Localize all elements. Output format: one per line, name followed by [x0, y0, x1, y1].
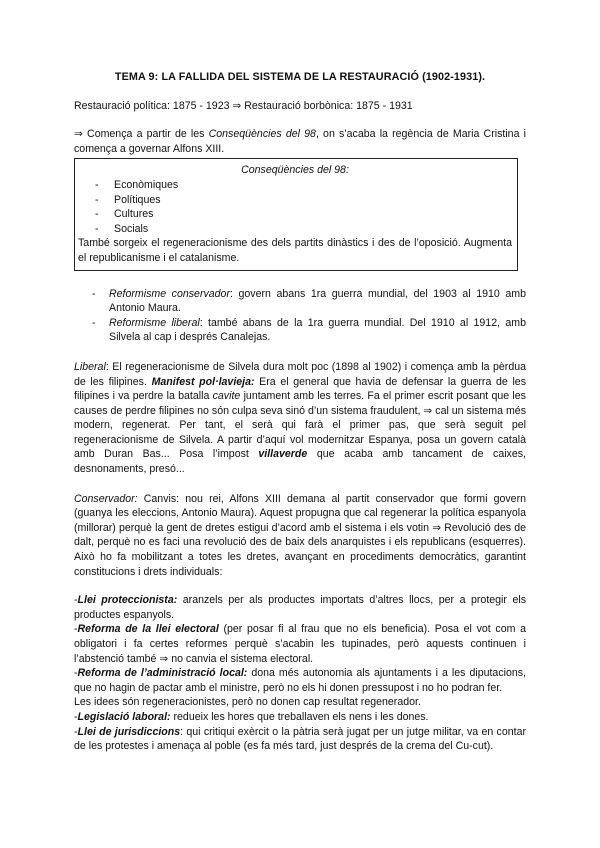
- reformismes-list: [74, 287, 526, 345]
- list-item: - Cultures: [95, 207, 512, 222]
- liberal-text: que acaba amb tancament de caixes, desnonaments, presó...: [74, 448, 526, 476]
- liberal-text: : El regeneracionisme de Silvela dura molt poc (1898 al 1902) i comença amb la pèrdua de les filipines.: [74, 360, 526, 388]
- mesura-heading: Reforma de l’administració local:: [77, 667, 248, 680]
- intro-paragraph: [74, 127, 526, 156]
- conservador-label: Conservador:: [74, 492, 138, 505]
- intro-pre: ⇒ Comença a partir de les: [74, 128, 209, 141]
- liberal-text: juntament amb les terres. Fa el primer escrit posant que les causes de perdre filipines no són culpa seva sinó d’un sistema fraudulent, ⇒ cal un sistema més modern, regenerat. Per tant, el serà qui farà el primer pas, que serà seguit pel regeneracionisme de Silvela. A partir d’aquí vol modernitzar Espanya, posa un govern català amb Duran Bas... Posa l’impost: [74, 390, 526, 461]
- mesura-prefix: -: [74, 710, 78, 723]
- mesura-text: (per posar fi al frau que no els beneficia). Posa el vot com a obligatori i fa certes reformes perquè s’acabin les tupinades, però aquests continuen i l’abstenció també ⇒ no canvia el sistema electoral.: [74, 623, 526, 665]
- list-item: - Polítiques: [95, 193, 512, 208]
- mesura-item: [74, 622, 526, 666]
- mesura-item: [74, 666, 526, 695]
- mesura-heading: Llei de jurisdiccions: [77, 725, 181, 738]
- restauracio-dates: Restauració política: 1875 - 1923 ⇒ Restauració borbònica: 1875 - 1931: [74, 99, 413, 112]
- reformisme-label: Reformisme conservador: [109, 287, 230, 300]
- mesura-prefix: -: [74, 623, 78, 636]
- intro-post: , on s’acaba la regència de Maria Cristina i comença a governar Alfons XIII.: [74, 128, 526, 155]
- box-text: També sorgeix el regeneracionisme des dels partits dinàstics i des de l’oposició. Augmenta el republicanisme i el catalanisme.: [78, 237, 512, 264]
- liberal-label: Liberal: [74, 360, 106, 373]
- mesura-text: : qui critiqui exèrcit o la pàtria serà jugat per un jutge militar, va en contar de les protestes i amenaça al poble (es fa més tard, just després de la crema del Cu-cut).: [74, 725, 526, 753]
- mesura-item: [74, 725, 526, 754]
- reformisme-text: : també abans de la 1ra guerra mundial. Del 1910 al 1912, amb Silvela al cap i després Canalejas.: [109, 316, 526, 344]
- mesura-prefix: -: [74, 725, 78, 738]
- mesura-text: Les idees són regeneracionistes, però no donen cap resultat regenerador.: [74, 696, 421, 709]
- consequencies-box: [74, 158, 518, 270]
- villaverde-term: villaverde: [258, 448, 308, 461]
- cavite-em: cavite: [212, 390, 241, 403]
- conservador-paragraph: [74, 492, 526, 580]
- conservador-text: Canvis: nou rei, Alfons XIII demana al partit conservador que formi govern (guanya les eleccions, Antonio Maura). Aquest propugna que cal regenerar la política espanyola (millorar) perquè la gent de dretes estigui d’acord amb el sistema i els votin ⇒ Revolució des de dalt, perquè no es faci una revolució des de baix dels anarquistes i els republicans (esquerres). Això ho fa mobilitzant a totes les dretes, avançant en procediments democràtics, garantint constitucions i drets individuals:: [74, 492, 526, 578]
- mesura-text: dona més autonomia als ajuntaments i a les diputacions, que no hagin de pactar amb el ministre, però no els hi donen pressupost i no ho podran fer.: [74, 667, 527, 694]
- mesura-heading: Reforma de la llei electoral: [77, 623, 219, 636]
- manifest-polavieja: Manifest pol·lavieja:: [151, 375, 255, 388]
- mesura-item: [74, 695, 526, 710]
- liberal-text: Era el general que havia de defensar la guerra de les filipines i va perdre la batalla: [74, 375, 526, 403]
- mesura-prefix: -: [74, 594, 78, 607]
- reformisme-label: Reformisme liberal: [109, 316, 200, 329]
- mesura-item: [74, 710, 526, 725]
- intro-em: Conseqüències del 98: [208, 128, 316, 141]
- consequencies-list: [78, 178, 512, 236]
- reformisme-conservador-item: [92, 287, 526, 316]
- mesura-item: [74, 593, 526, 622]
- mesura-text: redueix les hores que treballaven els nens i les dones.: [170, 710, 429, 723]
- reformisme-text: : govern abans 1ra guerra mundial, del 1903 al 1910 amb Antonio Maura.: [109, 287, 526, 315]
- list-item: - Socials: [95, 222, 512, 237]
- mesura-heading: Llei proteccionista:: [77, 594, 178, 607]
- document-page: [74, 70, 526, 754]
- mesura-text: aranzels per als productes importats d’altres llocs, per a protegir els productes espanyols.: [74, 594, 526, 621]
- mesura-prefix: -: [74, 667, 78, 680]
- liberal-paragraph: [74, 360, 526, 477]
- document-title: TEMA 9: LA FALLIDA DEL SISTEMA DE LA RESTAURACIÓ (1902-1931).: [114, 71, 486, 83]
- mesura-heading: Legislació laboral:: [77, 710, 171, 723]
- list-item: - Econòmiques: [95, 178, 512, 193]
- box-title: Conseqüències del 98:: [241, 164, 349, 177]
- reformisme-liberal-item: [92, 316, 526, 345]
